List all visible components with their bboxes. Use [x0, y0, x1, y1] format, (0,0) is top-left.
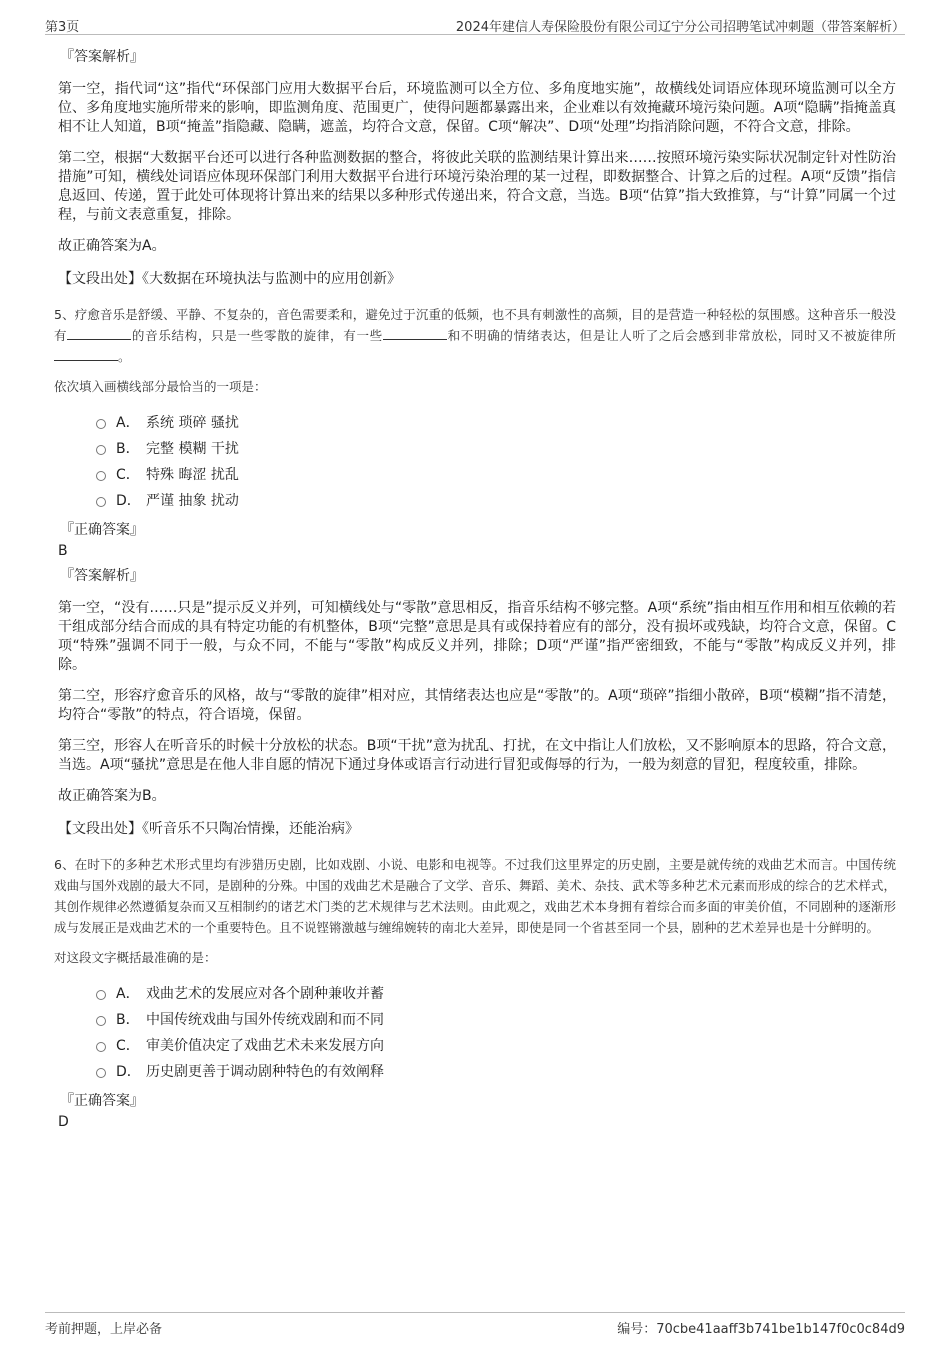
radio-icon[interactable] — [96, 990, 106, 1000]
correct-answer: D — [58, 1114, 69, 1130]
option-a[interactable]: A． 戏曲艺术的发展应对各个剧种兼收并蓄 — [96, 980, 896, 1006]
analysis-paragraph: 第二空，形容疗愈音乐的风格，故与“零散的旋律”相对应，其情绪表达也应是“零散”的。A项“琐碎”指细小散碎，B项“模糊”指不清楚，均符合“零散”的特点，符合语境，保留。 — [58, 688, 896, 723]
option-b[interactable]: B． 中国传统戏曲与国外传统戏剧和而不同 — [96, 1006, 896, 1032]
page-content — [54, 46, 896, 1136]
option-b[interactable]: B． 完整 模糊 干扰 — [96, 435, 896, 461]
source-citation: 【文段出处】《听音乐不只陶冶情操，还能治病》 — [58, 821, 359, 837]
question-text: 5、疗愈音乐是舒缓、平静、不复杂的，音色需要柔和，避免过于沉重的低频，也不具有刺激性的高频，目的是营造一种轻松的氛围感。这种音乐一般没有 的音乐结构，只是一些零散的旋律，有一些 和不明确的情绪表达，但是让人听了之后会感到非常放松，同时又不被旋律所。 — [54, 307, 896, 364]
source-citation: 【文段出处】《大数据在环境执法与监测中的应用创新》 — [58, 271, 401, 287]
analysis-paragraph: 第二空，根据“大数据平台还可以进行各种监测数据的整合，将彼此关联的监测结果计算出来……按照环境污染实际状况制定针对性防治措施”可知，横线处词语应体现环保部门利用大数据平台进行环境污染治理的某一过程，即数据整合、计算之后的过程。A项“反馈”指信息返回、传递，置于此处可体现将计算出来的结果以多种形式传递出来，符合文意，当选。B项“估算”指大致推算，与“计算”同属一个过程，与前文表意重复，排除。 — [58, 150, 896, 223]
analysis-label: 『答案解析』 — [60, 568, 144, 584]
analysis-paragraph: 第三空，形容人在听音乐的时候十分放松的状态。B项“干扰”意为扰乱、打扰，在文中指让人们放松，又不影响原本的思路，符合文意，当选。A项“骚扰”意思是在他人非自愿的情况下通过身体或语言行动进行冒犯或侮辱的行为，一般为刻意的冒犯，程度较重，排除。 — [58, 738, 896, 773]
options-list — [96, 980, 896, 1084]
document-title: 2024年建信人寿保险股份有限公司辽宁分公司招聘笔试冲刺题（带答案解析） — [455, 20, 905, 35]
analysis-label: 『答案解析』 — [60, 49, 144, 65]
radio-icon[interactable] — [96, 471, 106, 481]
footer-slogan: 考前押题，上岸必备 — [45, 1322, 163, 1337]
radio-icon[interactable] — [96, 1042, 106, 1052]
radio-icon[interactable] — [96, 445, 106, 455]
page-number: 第3页 — [45, 20, 80, 35]
analysis-conclusion: 故正确答案为A。 — [58, 238, 166, 254]
option-c[interactable]: C． 特殊 晦涩 扰乱 — [96, 461, 896, 487]
question-prompt: 依次填入画横线部分最恰当的一项是： — [54, 379, 267, 394]
correct-answer: B — [58, 543, 68, 559]
fill-blank — [67, 326, 131, 340]
analysis-conclusion: 故正确答案为B。 — [58, 788, 166, 804]
fill-blank — [383, 326, 447, 340]
fill-blank — [54, 347, 118, 361]
page-footer — [45, 1312, 905, 1337]
analysis-paragraph: 第一空，“没有……只是”提示反义并列，可知横线处与“零散”意思相反，指音乐结构不够完整。A项“系统”指由相互作用和相互依赖的若干组成部分结合而成的具有特定功能的有机整体，B项“完整”意思是具有或保持着应有的部分，没有损坏或残缺，均符合文意，保留。C项“特殊”强调不同于一般，与众不同，不能与“零散”构成反义并列，排除；D项“严谨”指严密细致，不能与“零散”构成反义并列，排除。 — [58, 600, 896, 673]
options-list — [96, 409, 896, 513]
page-header — [45, 14, 905, 35]
document-id: 编号：70cbe41aaff3b741be1b147f0c0c84d9 — [617, 1322, 905, 1337]
radio-icon[interactable] — [96, 497, 106, 507]
question-text: 6、在时下的多种艺术形式里均有涉猎历史剧，比如戏剧、小说、电影和电视等。不过我们这里界定的历史剧，主要是就传统的戏曲艺术而言。中国传统戏曲与国外戏剧的最大不同，是剧种的分殊。中国的戏曲艺术是融合了文学、音乐、舞蹈、美术、杂技、武术等多种艺术元素而形成的综合的艺术样式，其创作规律必然遵循复杂而又互相制约的诸艺术门类的艺术规律与艺术法则。由此观之，戏曲艺术本身拥有着综合而多面的审美价值，不同剧种的逐渐形成与发展正是戏曲艺术的一个重要特色。且不说铿锵激越与缠绵婉转的南北大差异，即使是同一个省甚至同一个县，剧种的艺术差异也是十分鲜明的。 — [54, 857, 896, 935]
option-d[interactable]: D． 历史剧更善于调动剧种特色的有效阐释 — [96, 1058, 896, 1084]
radio-icon[interactable] — [96, 419, 106, 429]
analysis-paragraph: 第一空，指代词“这”指代“环保部门应用大数据平台后，环境监测可以全方位、多角度地实施”，故横线处词语应体现环境监测可以全方位、多角度地实施所带来的影响，即监测角度、范围更广，使得问题都暴露出来，企业难以有效掩藏环境污染问题。A项“隐瞒”指掩盖真相不让人知道，B项“掩盖”指隐藏、隐瞒，遮盖，均符合文意，保留。C项“解决”、D项“处理”均指消除问题，不符合文意，排除。 — [58, 81, 896, 135]
option-c[interactable]: C． 审美价值决定了戏曲艺术未来发展方向 — [96, 1032, 896, 1058]
radio-icon[interactable] — [96, 1016, 106, 1026]
radio-icon[interactable] — [96, 1068, 106, 1078]
option-d[interactable]: D． 严谨 抽象 扰动 — [96, 487, 896, 513]
correct-answer-label: 『正确答案』 — [60, 522, 144, 538]
option-a[interactable]: A． 系统 琐碎 骚扰 — [96, 409, 896, 435]
correct-answer-label: 『正确答案』 — [60, 1093, 144, 1109]
question-prompt: 对这段文字概括最准确的是： — [54, 950, 217, 965]
